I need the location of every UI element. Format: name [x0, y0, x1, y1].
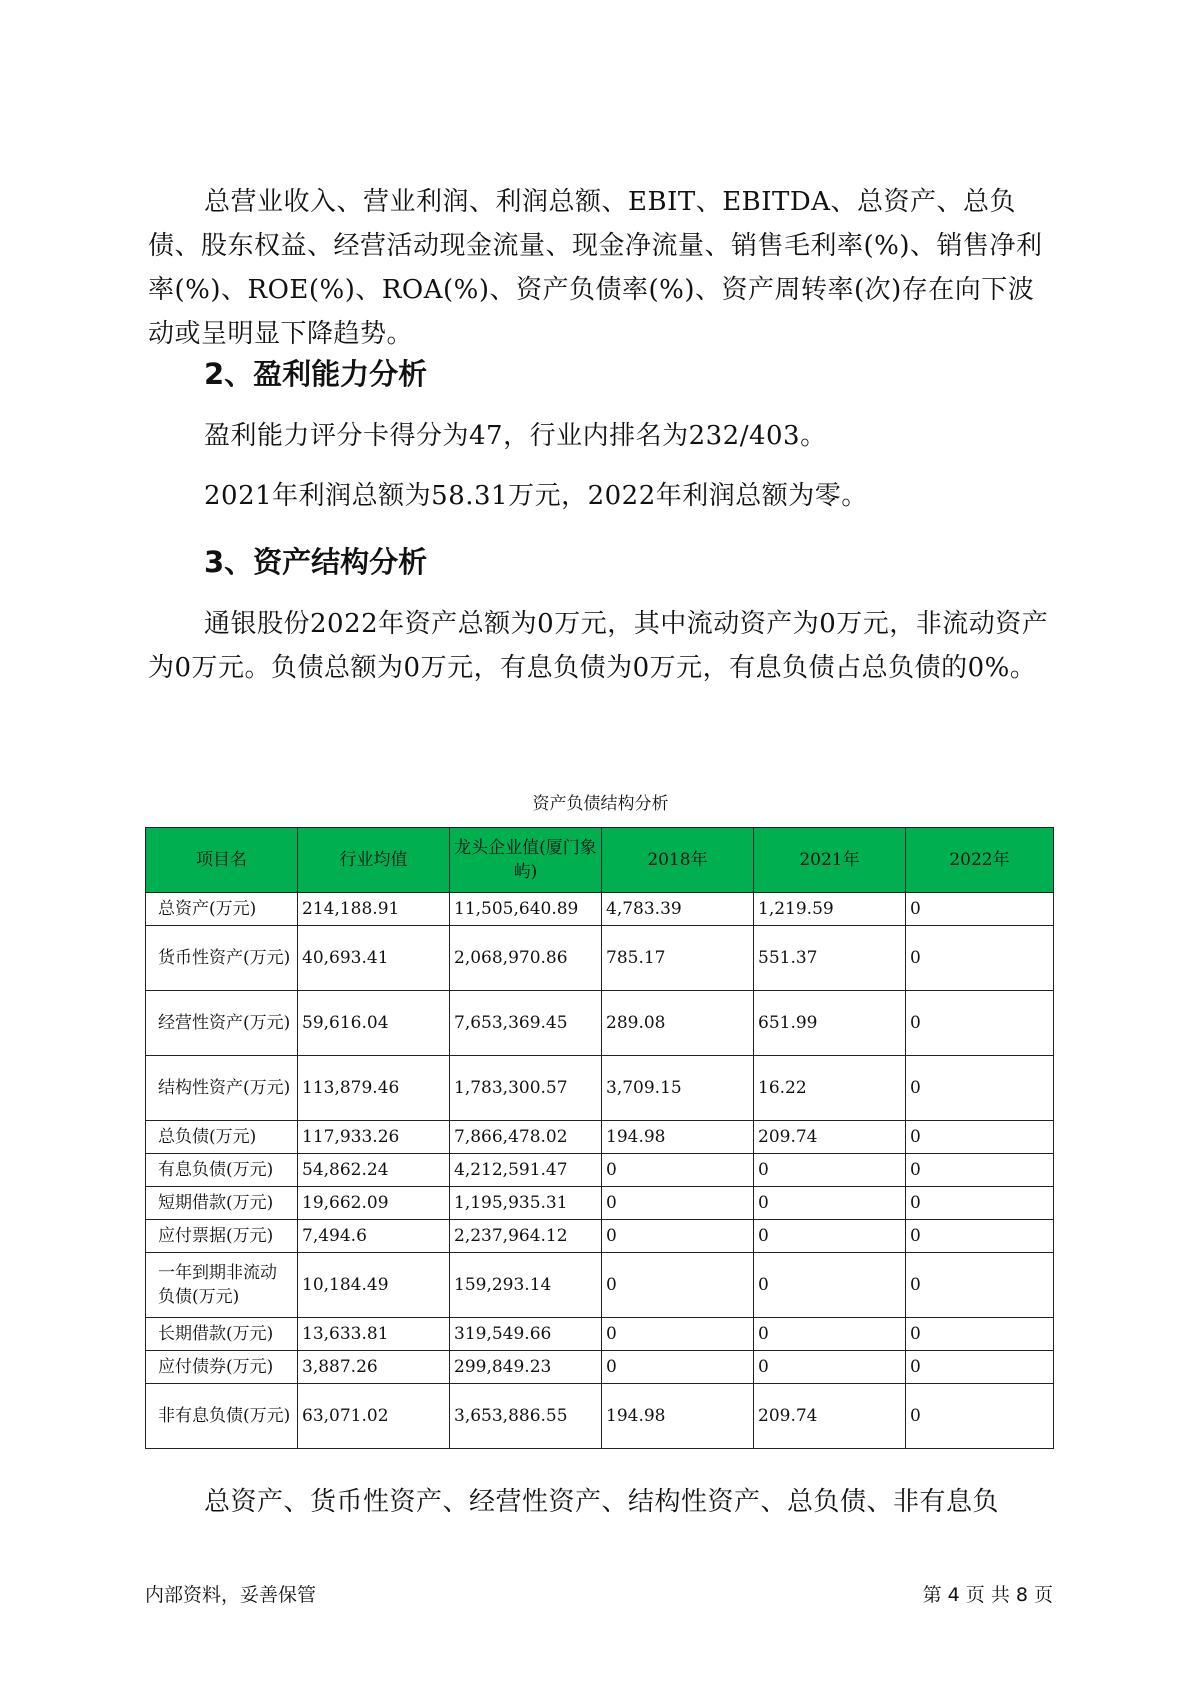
- table-cell: 19,662.09: [298, 1187, 450, 1220]
- table-cell: 0: [906, 991, 1054, 1056]
- table-row: [146, 1154, 1054, 1187]
- table-cell: 1,219.59: [754, 893, 906, 926]
- table-cell: 0: [602, 1154, 754, 1187]
- table-cell: 0: [906, 1351, 1054, 1384]
- table-cell: 209.74: [754, 1121, 906, 1154]
- section-heading-profitability: 2、盈利能力分析: [204, 357, 428, 391]
- paragraph-profit-total: 2021年利润总额为58.31万元，2022年利润总额为零。: [204, 481, 868, 511]
- paragraph-trailing: 总资产、货币性资产、经营性资产、结构性资产、总负债、非有息负: [204, 1487, 1000, 1517]
- table-cell: 10,184.49: [298, 1253, 450, 1318]
- table-cell-item: 短期借款(万元): [146, 1187, 298, 1220]
- table-cell: 0: [906, 1318, 1054, 1351]
- table-cell-item: 总资产(万元): [146, 893, 298, 926]
- table-cell: 551.37: [754, 926, 906, 991]
- table-cell: 63,071.02: [298, 1384, 450, 1449]
- table-row: [146, 1351, 1054, 1384]
- table-cell: 7,494.6: [298, 1220, 450, 1253]
- table-row: [146, 1384, 1054, 1449]
- table-cell: 785.17: [602, 926, 754, 991]
- column-header-2022: 2022年: [906, 828, 1054, 893]
- table-row: [146, 1253, 1054, 1318]
- table-cell: 1,195,935.31: [450, 1187, 602, 1220]
- column-header-industry-avg: 行业均值: [298, 828, 450, 893]
- table-cell: 4,212,591.47: [450, 1154, 602, 1187]
- table-cell: 0: [906, 1384, 1054, 1449]
- table-cell: 159,293.14: [450, 1253, 602, 1318]
- table-cell: 40,693.41: [298, 926, 450, 991]
- table-cell: 214,188.91: [298, 893, 450, 926]
- table-row: [146, 1318, 1054, 1351]
- column-header-leader: 龙头企业值(厦门象屿): [450, 828, 602, 893]
- table-cell: 11,505,640.89: [450, 893, 602, 926]
- table-cell: 16.22: [754, 1056, 906, 1121]
- table-cell: 117,933.26: [298, 1121, 450, 1154]
- paragraph-profitability-score: 盈利能力评分卡得分为47，行业内排名为232/403。: [204, 421, 827, 451]
- table-cell: 0: [906, 1154, 1054, 1187]
- table-cell: 13,633.81: [298, 1318, 450, 1351]
- table-cell-item: 有息负债(万元): [146, 1154, 298, 1187]
- table-cell-item: 非有息负债(万元): [146, 1384, 298, 1449]
- table-row: [146, 991, 1054, 1056]
- table-cell: 0: [754, 1187, 906, 1220]
- table-row: [146, 1220, 1054, 1253]
- table-cell: 0: [602, 1220, 754, 1253]
- table-row: [146, 1056, 1054, 1121]
- table-cell-item: 一年到期非流动负债(万元): [146, 1253, 298, 1318]
- table-cell: 3,709.15: [602, 1056, 754, 1121]
- column-header-2021: 2021年: [754, 828, 906, 893]
- table-cell: 194.98: [602, 1121, 754, 1154]
- table-row: [146, 893, 1054, 926]
- table-cell: 3,887.26: [298, 1351, 450, 1384]
- table-cell-item: 货币性资产(万元): [146, 926, 298, 991]
- table-row: [146, 1121, 1054, 1154]
- table-cell: 0: [602, 1253, 754, 1318]
- table-cell: 1,783,300.57: [450, 1056, 602, 1121]
- table-cell: 209.74: [754, 1384, 906, 1449]
- table-cell: 2,237,964.12: [450, 1220, 602, 1253]
- table-cell: 3,653,886.55: [450, 1384, 602, 1449]
- table-cell: 0: [754, 1220, 906, 1253]
- column-header-2018: 2018年: [602, 828, 754, 893]
- table-cell: 0: [602, 1187, 754, 1220]
- table-cell: 0: [906, 1220, 1054, 1253]
- table-cell: 0: [602, 1351, 754, 1384]
- table-cell-item: 应付票据(万元): [146, 1220, 298, 1253]
- table-cell-item: 经营性资产(万元): [146, 991, 298, 1056]
- table-cell-item: 长期借款(万元): [146, 1318, 298, 1351]
- table-cell: 4,783.39: [602, 893, 754, 926]
- table-row: [146, 1187, 1054, 1220]
- table-cell: 651.99: [754, 991, 906, 1056]
- paragraph-asset-structure: 通银股份2022年资产总额为0万元，其中流动资产为0万元，非流动资产为0万元。负债总额为0万元，有息负债为0万元，有息负债占总负债的0%。: [148, 609, 1049, 683]
- table-cell: 7,866,478.02: [450, 1121, 602, 1154]
- table-caption: 资产负债结构分析: [532, 794, 669, 814]
- table-cell: 299,849.23: [450, 1351, 602, 1384]
- table-row: [146, 926, 1054, 991]
- section-heading-asset-structure: 3、资产结构分析: [204, 545, 428, 579]
- table-cell: 54,862.24: [298, 1154, 450, 1187]
- table-cell: 113,879.46: [298, 1056, 450, 1121]
- table-cell: 0: [906, 1056, 1054, 1121]
- table-cell: 59,616.04: [298, 991, 450, 1056]
- table-cell: 0: [906, 926, 1054, 991]
- table-cell: 194.98: [602, 1384, 754, 1449]
- table-cell: 0: [602, 1318, 754, 1351]
- footer-confidential-note: 内部资料，妥善保管: [145, 1584, 317, 1606]
- table-cell-item: 应付债券(万元): [146, 1351, 298, 1384]
- table-cell: 0: [754, 1253, 906, 1318]
- table-cell: 0: [906, 1121, 1054, 1154]
- table-cell: 0: [754, 1154, 906, 1187]
- balance-structure-table: [145, 827, 1054, 1449]
- table-cell: 0: [906, 1253, 1054, 1318]
- table-cell: 0: [754, 1318, 906, 1351]
- table-cell: 319,549.66: [450, 1318, 602, 1351]
- paragraph-trend-summary: 总营业收入、营业利润、利润总额、EBIT、EBITDA、总资产、总负债、股东权益、经营活动现金流量、现金净流量、销售毛利率(%)、销售净利率(%)、ROE(%)、ROA(%)、资产负债率(%)、资产周转率(次)存在向下波动或呈明显下降趋势。: [148, 187, 1043, 349]
- table-cell: 2,068,970.86: [450, 926, 602, 991]
- table-cell: 289.08: [602, 991, 754, 1056]
- column-header-item: 项目名: [146, 828, 298, 893]
- table-cell-item: 总负债(万元): [146, 1121, 298, 1154]
- table-cell: 0: [754, 1351, 906, 1384]
- page-number: 第 4 页 共 8 页: [922, 1584, 1053, 1606]
- table-cell-item: 结构性资产(万元): [146, 1056, 298, 1121]
- table-cell: 0: [906, 1187, 1054, 1220]
- table-cell: 7,653,369.45: [450, 991, 602, 1056]
- table-cell: 0: [906, 893, 1054, 926]
